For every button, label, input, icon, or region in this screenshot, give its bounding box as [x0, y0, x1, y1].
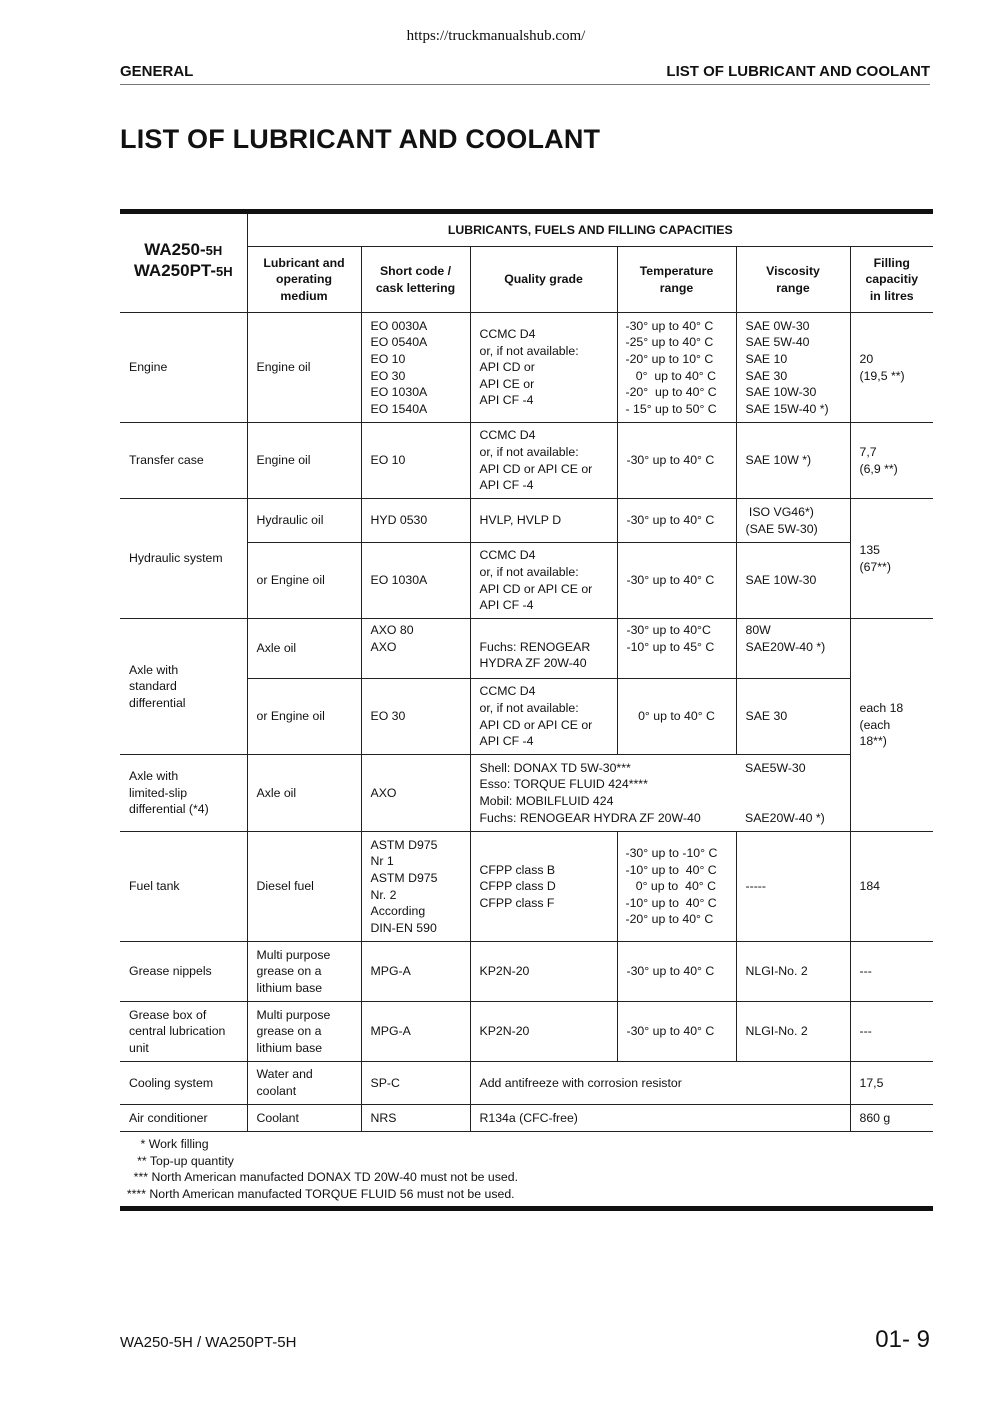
medium-cell: Water and coolant — [247, 1062, 361, 1105]
table-header-row — [120, 212, 933, 247]
filling-cell: 860 g — [850, 1105, 933, 1132]
table-row — [120, 423, 933, 499]
viscosity-cell: SAE 10W *) — [736, 423, 850, 499]
component-cell: Hydraulic system — [120, 499, 247, 619]
code-cell: HYD 0530 — [361, 499, 470, 543]
temperature-cell: -30° up to 40° C — [617, 499, 736, 543]
medium-cell: or Engine oil — [247, 543, 361, 619]
temperature-cell: -30° up to 40° C — [617, 942, 736, 1002]
col-viscosity: Viscosity range — [736, 247, 850, 313]
page-title: LIST OF LUBRICANT AND COOLANT — [120, 124, 601, 154]
table-row — [120, 1062, 933, 1105]
table-bottom-rule — [120, 1206, 933, 1211]
medium-cell: Multi purpose grease on a lithium base — [247, 942, 361, 1002]
col-short-code: Short code / cask lettering — [361, 247, 470, 313]
lubricant-table — [120, 209, 933, 1132]
code-cell: EO 30 — [361, 679, 470, 755]
source-url[interactable]: https://truckmanualshub.com/ — [406, 28, 586, 44]
component-cell: Engine — [120, 313, 247, 423]
table-row — [120, 499, 933, 543]
quality-cell: Fuchs: RENOGEAR HYDRA ZF 20W-40 — [470, 619, 617, 679]
code-cell: SP-C — [361, 1062, 470, 1105]
medium-cell: Engine oil — [247, 423, 361, 499]
viscosity-cell: NLGI-No. 2 — [736, 942, 850, 1002]
component-cell: Air conditioner — [120, 1105, 247, 1132]
medium-cell: Hydraulic oil — [247, 499, 361, 543]
lubricant-table-wrapper — [120, 209, 933, 1132]
filling-cell: each 18 (each 18**) — [850, 619, 933, 832]
model-cell — [120, 212, 247, 313]
quality-cell: HVLP, HVLP D — [470, 499, 617, 543]
viscosity-cell: ----- — [736, 832, 850, 942]
table-row — [120, 313, 933, 423]
code-cell: EO 1030A — [361, 543, 470, 619]
temperature-cell: -30° up to 40°C -10° up to 45° C — [617, 619, 736, 679]
viscosity-cell: 80W SAE20W-40 *) — [736, 619, 850, 679]
code-cell: MPG-A — [361, 1002, 470, 1062]
model-1: WA250-5H — [144, 240, 223, 259]
code-cell: NRS — [361, 1105, 470, 1132]
page-number: 01- 9 — [875, 1326, 930, 1353]
component-cell: Axle with standard differential — [120, 619, 247, 755]
table-row — [120, 1105, 933, 1132]
medium-cell: Coolant — [247, 1105, 361, 1132]
component-cell: Cooling system — [120, 1062, 247, 1105]
quality-cell: CCMC D4 or, if not available: API CD or API CE or API CF -4 — [470, 543, 617, 619]
quality-cell: CFPP class B CFPP class D CFPP class F — [470, 832, 617, 942]
code-cell: AXO — [361, 755, 470, 832]
model-2: WA250PT-5H — [133, 261, 233, 280]
footnote: **** North American manufacted TORQUE FLUID 56 must not be used. — [120, 1186, 515, 1201]
temperature-cell: -30° up to 40° C — [617, 1002, 736, 1062]
footnote: *** North American manufacted DONAX TD 20W-40 must not be used. — [120, 1170, 519, 1185]
medium-cell: or Engine oil — [247, 679, 361, 755]
temperature-cell: -30° up to 40° C — [617, 543, 736, 619]
header-rule — [120, 84, 930, 85]
component-cell: Axle with limited-slip differential (*4) — [120, 755, 247, 832]
header-section: GENERAL — [120, 63, 194, 80]
quality-cell: KP2N-20 — [470, 1002, 617, 1062]
group-header: LUBRICANTS, FUELS AND FILLING CAPACITIES — [247, 212, 933, 247]
component-cell: Grease box of central lubrication unit — [120, 1002, 247, 1062]
viscosity-cell: SAE5W-30 SAE20W-40 *) — [736, 755, 850, 832]
viscosity-cell: SAE 30 — [736, 679, 850, 755]
header-chapter: LIST OF LUBRICANT AND COOLANT — [666, 63, 930, 80]
footnotes — [120, 1136, 933, 1202]
filling-cell: 17,5 — [850, 1062, 933, 1105]
table-row — [120, 1002, 933, 1062]
quality-cell: CCMC D4 or, if not available: API CD or API CE or API CF -4 — [470, 423, 617, 499]
code-cell: MPG-A — [361, 942, 470, 1002]
medium-cell: Multi purpose grease on a lithium base — [247, 1002, 361, 1062]
component-cell: Transfer case — [120, 423, 247, 499]
medium-cell: Axle oil — [247, 619, 361, 679]
quality-cell: CCMC D4 or, if not available: API CD or API CE or API CF -4 — [470, 679, 617, 755]
table-row — [120, 755, 933, 832]
component-cell: Grease nippels — [120, 942, 247, 1002]
temperature-cell: 0° up to 40° C — [617, 679, 736, 755]
medium-cell: Axle oil — [247, 755, 361, 832]
filling-cell: 20 (19,5 **) — [850, 313, 933, 423]
footnote: ** Top-up quantity — [120, 1153, 234, 1168]
filling-cell: --- — [850, 1002, 933, 1062]
code-cell: EO 10 — [361, 423, 470, 499]
filling-cell: --- — [850, 942, 933, 1002]
viscosity-cell: NLGI-No. 2 — [736, 1002, 850, 1062]
col-filling: Filling capacitiy in litres — [850, 247, 933, 313]
medium-cell: Diesel fuel — [247, 832, 361, 942]
filling-cell: 7,7 (6,9 **) — [850, 423, 933, 499]
footer-model: WA250-5H / WA250PT-5H — [120, 1334, 297, 1351]
temperature-cell: -30° up to -10° C -10° up to 40° C 0° up to 40° C -10° up to 40° C -20° up to 40° C — [617, 832, 736, 942]
table-row — [120, 619, 933, 679]
component-cell: Fuel tank — [120, 832, 247, 942]
quality-cell: Add antifreeze with corrosion resistor — [470, 1062, 850, 1105]
table-row — [120, 942, 933, 1002]
quality-cell: CCMC D4 or, if not available: API CD or API CE or API CF -4 — [470, 313, 617, 423]
medium-cell: Engine oil — [247, 313, 361, 423]
quality-cell: R134a (CFC-free) — [470, 1105, 850, 1132]
filling-cell: 184 — [850, 832, 933, 942]
temperature-cell: -30° up to 40° C -25° up to 40° C -20° up to 10° C 0° up to 40° C -20° up to 40° C - 15° up to 50° C — [617, 313, 736, 423]
footnote: * Work filling — [120, 1137, 209, 1151]
col-temperature: Temperature range — [617, 247, 736, 313]
filling-cell: 135 (67**) — [850, 499, 933, 619]
code-cell: EO 0030A EO 0540A EO 10 EO 30 EO 1030A EO 1540A — [361, 313, 470, 423]
oil-brands-cell: Shell: DONAX TD 5W-30*** Esso: TORQUE FLUID 424**** Mobil: MOBILFLUID 424 Fuchs: RENOGEAR HYDRA ZF 20W-40 — [470, 755, 736, 832]
col-medium: Lubricant and operating medium — [247, 247, 361, 313]
table-row — [120, 832, 933, 942]
viscosity-cell: SAE 0W-30 SAE 5W-40 SAE 10 SAE 30 SAE 10W-30 SAE 15W-40 *) — [736, 313, 850, 423]
viscosity-cell: ISO VG46*) (SAE 5W-30) — [736, 499, 850, 543]
viscosity-cell: SAE 10W-30 — [736, 543, 850, 619]
temperature-cell: -30° up to 40° C — [617, 423, 736, 499]
code-cell: ASTM D975 Nr 1 ASTM D975 Nr. 2 According DIN-EN 590 — [361, 832, 470, 942]
quality-cell: KP2N-20 — [470, 942, 617, 1002]
code-cell: AXO 80 AXO — [361, 619, 470, 679]
col-quality: Quality grade — [470, 247, 617, 313]
